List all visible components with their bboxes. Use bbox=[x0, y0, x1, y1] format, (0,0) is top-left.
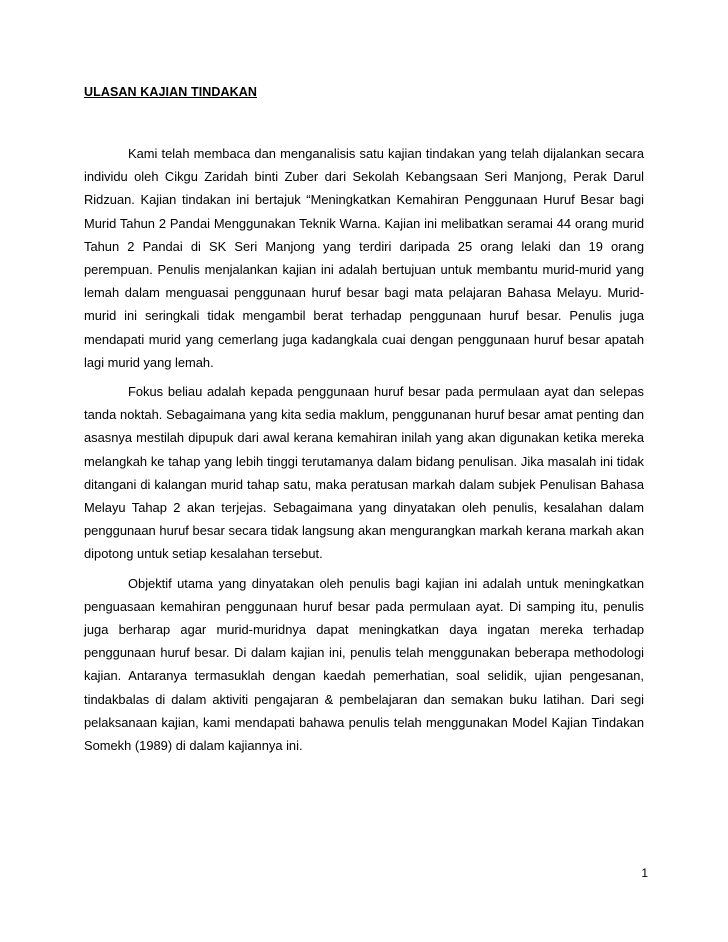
paragraph-2: Fokus beliau adalah kepada penggunaan huruf besar pada permulaan ayat dan selepas tanda noktah. Sebagaimana yang kita sedia maklum, penggunanan huruf besar amat penting dan asasnya mestilah dipupuk dari awal kerana kemahiran inilah yang akan digunakan ketika mereka melangkah ke tahap yang lebih tinggi terutamanya dalam bidang penulisan. Jika masalah ini tidak ditangani di kalangan murid tahap satu, maka peratusan markah dalam subjek Penulisan Bahasa Melayu Tahap 2 akan terjejas. Sebagaimana yang dinyatakan oleh penulis, kesalahan dalam penggunaan huruf besar secara tidak langsung akan mengurangkan markah kerana markah akan dipotong untuk setiap kesalahan tersebut. bbox=[84, 384, 644, 562]
document-title: ULASAN KAJIAN TINDAKAN bbox=[84, 85, 258, 99]
paragraph-3: Objektif utama yang dinyatakan oleh penulis bagi kajian ini adalah untuk meningkatkan penguasaan kemahiran penggunaan huruf besar pada permulaan ayat. Di samping itu, penulis juga berharap agar murid-muridnya dapat meningkatkan daya ingatan mereka terhadap penggunaan huruf besar. Di dalam kajian ini, penulis telah menggunakan beberapa methodologi kajian. Antaranya termasuklah dengan kaedah pemerhatian, soal selidik, ujian pengesanan, tindakbalas di dalam aktiviti pengajaran & pembelajaran dan semakan buku latihan. Dari segi pelaksanaan kajian, kami mendapati bahawa penulis telah menggunakan Model Kajian Tindakan Somekh (1989) di dalam kajiannya ini. bbox=[84, 575, 644, 754]
paragraph-1: Kami telah membaca dan menganalisis satu kajian tindakan yang telah dijalankan secara individu oleh Cikgu Zaridah binti Zuber dari Sekolah Kebangsaan Seri Manjong, Perak Darul Ridzuan. Kajian tindakan ini bertajuk “Meningkatkan Kemahiran Penggunaan Huruf Besar bagi Murid Tahun 2 Pandai Menggunakan Teknik Warna. Kajian ini melibatkan seramai 44 orang murid Tahun 2 Pandai di SK Seri Manjong yang terdiri daripada 25 orang lelaki dan 19 orang perempuan. Penulis menjalankan kajian ini adalah bertujuan untuk membantu murid-murid yang lemah dalam menguasai penggunaan huruf besar bagi mata pelajaran Bahasa Melayu. Murid-murid ini seringkali tidak mengambil berat terhadap penggunaan huruf besar. Penulis juga mendapati murid yang cemerlang juga kadangkala cuai dengan penggunaan huruf besar apatah lagi murid yang lemah. bbox=[84, 146, 644, 370]
page-number: 1 bbox=[641, 866, 648, 880]
document-body bbox=[84, 142, 644, 757]
